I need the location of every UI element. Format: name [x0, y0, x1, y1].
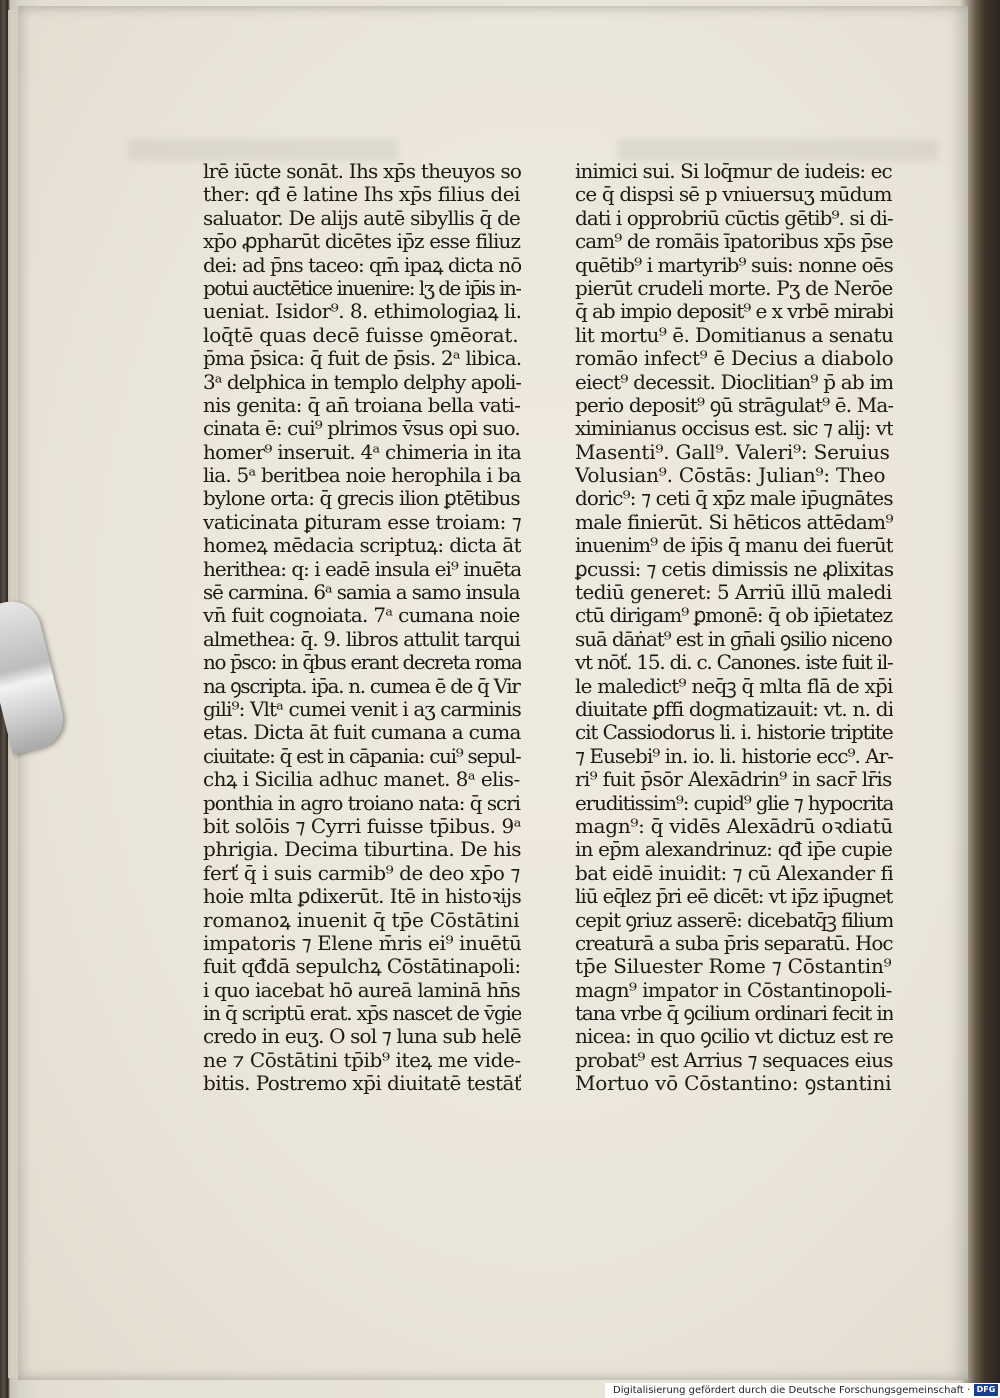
right-column-line: magn⁹: q̄ vidēs Alexādrū oꝛdiatū — [575, 814, 893, 838]
left-column-line: cinata ē: cui⁹ plrimos v̄sus opi suo. — [203, 417, 520, 441]
left-column-line: ferť q̄ i suis carmib⁹ de deo xp̄o ⁊ — [203, 861, 520, 885]
right-column-line: diuitate ꝑffi dogmatizauit: vt. n. di — [575, 697, 893, 721]
right-column-line: quētib⁹ i martyrib⁹ suis: nonne oēs — [575, 253, 893, 277]
left-column-line: ciuitate: q̄ est in cāpania: cui⁹ sepul- — [203, 744, 521, 768]
left-column-line: homer⁹ inseruit. 4ᵃ chimeria in ita — [203, 440, 521, 464]
right-column-line: vt nōť. 15. di. c. Canones. iste fuit il- — [575, 651, 893, 675]
right-column-line: cepit ꝯriuz asserē: dicebatq̄ꝫ filium — [575, 908, 893, 932]
right-column-line: Mortuo vō Cōstantino: ꝯstantini — [575, 1072, 892, 1096]
left-column-line: no p̄sco: in q̄bus erant decreta roma — [203, 651, 521, 675]
right-column-line: suā dāṅat⁹ est in gn̄ali ꝯsilio niceno — [575, 627, 892, 651]
right-column-line: perio deposit⁹ ꝯū strāgulat⁹ ē. Ma- — [575, 393, 893, 417]
right-column-line: pierūt crudeli morte. Pʒ de Nerōe — [575, 276, 893, 300]
right-column-line: ctū dirigam⁹ ꝑmonē: q̄ ob ip̄ietatez — [575, 604, 893, 628]
right-column-line: le maledict⁹ neq̄ꝫ q̄ mlta flā de xp̄i — [575, 674, 893, 698]
left-column-line: saluator. De alijs autē sibyllis q̄ de — [203, 206, 521, 230]
left-column-line: lia. 5ᵃ beritbea noie herophila i ba — [203, 464, 521, 488]
right-column-line: cit Cassiodorus li. i. historie triptite — [575, 721, 893, 745]
right-column-line: romāo infect⁹ ē Decius a diabolo — [575, 347, 893, 371]
right-column-line: in ep̄m alexandrinuz: qđ ip̄e cupie — [575, 838, 893, 862]
text-column-left — [203, 160, 521, 1096]
left-column-line: ueniat. Isidor⁹. 8. ethimologiaꝝ li. — [203, 300, 521, 324]
left-column-line: bylone orta: q̄ grecis ilion ꝑtētibus — [203, 487, 520, 511]
left-column-line: romanoꝝ inuenit q̄ tp̄e Cōstātini — [203, 908, 520, 932]
left-column-line: credo in euʒ. O sol ⁊ luna sub helē — [203, 1025, 521, 1049]
text-column-right — [575, 160, 893, 1096]
right-column-line: male finierūt. Si hēticos attēdam⁹ — [575, 510, 893, 534]
footer-credit: Digitalisierung gefördert durch die Deutsche Forschungsgemeinschaft · — [613, 1385, 971, 1396]
left-column-line: vaticinata ꝑituram esse troiam: ⁊ — [203, 510, 521, 534]
left-column-line: vn̄ fuit cognoiata. 7ᵃ cumana noie — [203, 604, 520, 628]
right-column-line: liū eq̄lez p̄ri eē dicēt: vt ip̄z ip̄ugnet — [575, 885, 893, 909]
left-column-line: nis genita: q̄ an̄ troiana bella vati- — [203, 393, 521, 417]
bleed-through-heading-right — [618, 139, 938, 161]
right-column-line: inimici sui. Si loq̄mur de iudeis: ec — [575, 160, 892, 183]
right-column-line: Masenti⁹. Gall⁹. Valeri⁹: Seruius — [575, 440, 890, 464]
right-column-line: tana vrbe q̄ ꝯcilium ordinari fecit in — [575, 1002, 893, 1026]
left-column-line: chꝝ i Sicilia adhuc manet. 8ᵃ elis- — [203, 768, 520, 792]
left-column-line: herithea: q: i eadē insula ei⁹ inuēta — [203, 557, 521, 581]
right-column-line: cam⁹ de romāis īpatoribus xp̄s p̄se — [575, 230, 893, 254]
right-column-line: lit mortu⁹ ē. Domitianus a senatu — [575, 323, 893, 347]
left-column-line: dei: ad p̄ns taceo: qm̄ ipaꝝ dicta nō — [203, 253, 521, 277]
right-column-line: nicea: in quo ꝯcilio vt dictuz est re — [575, 1025, 893, 1049]
right-column-line: doric⁹: ⁊ ceti q̄ xp̄z male ip̄ugnātes — [575, 487, 893, 511]
right-column-line: magn⁹ impator in Cōstantinopoli- — [575, 978, 892, 1002]
right-column-line: ce q̄ dispsi sē p vniuersuʒ mūdum — [575, 183, 892, 207]
right-column-line: ⁊ Eusebi⁹ in. io. li. historie ecc⁹. Ar- — [575, 744, 893, 768]
left-column-line: ne ⁊ Cōstātini tp̄ib⁹ iteꝝ me vide- — [203, 1048, 521, 1072]
left-column-line: lrē iūcte sonāt. Ihs xp̄s theuyos so — [203, 160, 521, 183]
left-column-line: hoie mlta ꝑdixerūt. Itē in histoꝛijs — [203, 885, 521, 909]
left-column-line: fuit qđdā sepulchꝝ Cōstātinapoli: — [203, 955, 521, 979]
right-column-line: ri⁹ fuit p̄sōr Alexādrin⁹ in sacr̄ lr̄is — [575, 768, 892, 792]
left-column-line: phrigia. Decima tiburtina. De his — [203, 838, 521, 862]
right-column-line: ꝑcussi: ⁊ cetis dimissis ne ꝓlixitas — [575, 557, 893, 581]
right-column-line: dati i opprobriū cūctis gētib⁹. si di- — [575, 206, 893, 230]
left-column-line: xp̄o ꝓpharūt dicētes ip̄z esse filiuz — [203, 230, 521, 254]
left-column-line: potui auctētice inuenire: lʒ de ip̄is in- — [203, 276, 521, 300]
right-column-line: inuenim⁹ de ip̄is q̄ manu dei fuerūt — [575, 534, 893, 558]
left-column-line: almethea: q̄. 9. libros attulit tarqui — [203, 627, 520, 651]
right-column-line: eruditissim⁹: cupid⁹ glie ⁊ hypocrita — [575, 791, 893, 815]
right-column-line: eiect⁹ decessit. Dioclitian⁹ p̄ ab im — [575, 370, 893, 394]
left-column-line: p̄ma p̄sica: q̄ fuit de p̄sis. 2ᵃ libica. — [203, 347, 521, 371]
left-column-line: etas. Dicta āt fuit cumana a cuma — [203, 721, 521, 745]
right-column-line: bat eidē inuidit: ⁊ cū Alexander fi — [575, 861, 893, 885]
left-column-line: na ꝯscripta. ip̄a. n. cumea ē de q̄ Vir — [203, 674, 520, 698]
right-column-line: tediū generet: 5 Arriū illū maledi — [575, 581, 892, 605]
left-column-line: impatoris ⁊ Elene m̄ris ei⁹ inuētū — [203, 931, 521, 955]
right-column-line: ximinianus occisus est. sic ⁊ alij: vt — [575, 417, 893, 441]
left-column-line: ther: qđ ē latine Ihs xp̄s filius dei — [203, 183, 520, 207]
left-column-line: gili⁹: Vltᵃ cumei venit i aʒ carminis — [203, 697, 521, 721]
left-column-line: bit solōis ⁊ Cyrri fuisse tp̄ibus. 9ᵃ — [203, 814, 521, 838]
right-column-line: q̄ ab impio deposit⁹ e x vrbē mirabi — [575, 300, 893, 324]
bleed-through-heading-left — [128, 139, 398, 161]
left-column-line: 3ᵃ delphica in templo delphy apoli- — [203, 370, 521, 394]
dfg-logo-icon: DFG — [974, 1384, 998, 1396]
left-column-line: ponthia in agro troiano nata: q̄ scri — [203, 791, 521, 815]
left-column-line: in q̄ scriptū erat. xp̄s nascet de v̄gie — [203, 1002, 521, 1026]
right-column-line: Volusian⁹. Cōstās: Julian⁹: Theo — [575, 464, 886, 488]
left-column-line: bitis. Postremo xp̄i diuitatē testāť — [203, 1072, 521, 1096]
left-column-line: homeꝝ mēdacia scriptuꝝ: dicta āt — [203, 534, 521, 558]
right-column-line: tp̄e Siluester Rome ⁊ Cōstantin⁹ — [575, 955, 892, 979]
digitization-footer — [605, 1383, 1000, 1398]
left-column-line: sē carmina. 6ᵃ samia a samo insula — [203, 581, 520, 605]
right-column-line: creaturā a sub̄a p̄ris separatū. Hoc — [575, 931, 893, 955]
right-column-line: probat⁹ est Arrius ⁊ sequaces eius — [575, 1048, 893, 1072]
left-column-line: loq̄tē quas decē fuisse ꝯmēorat. — [203, 323, 519, 347]
left-column-line: i quo iacebat hō aureā laminā hn̄s — [203, 978, 520, 1002]
